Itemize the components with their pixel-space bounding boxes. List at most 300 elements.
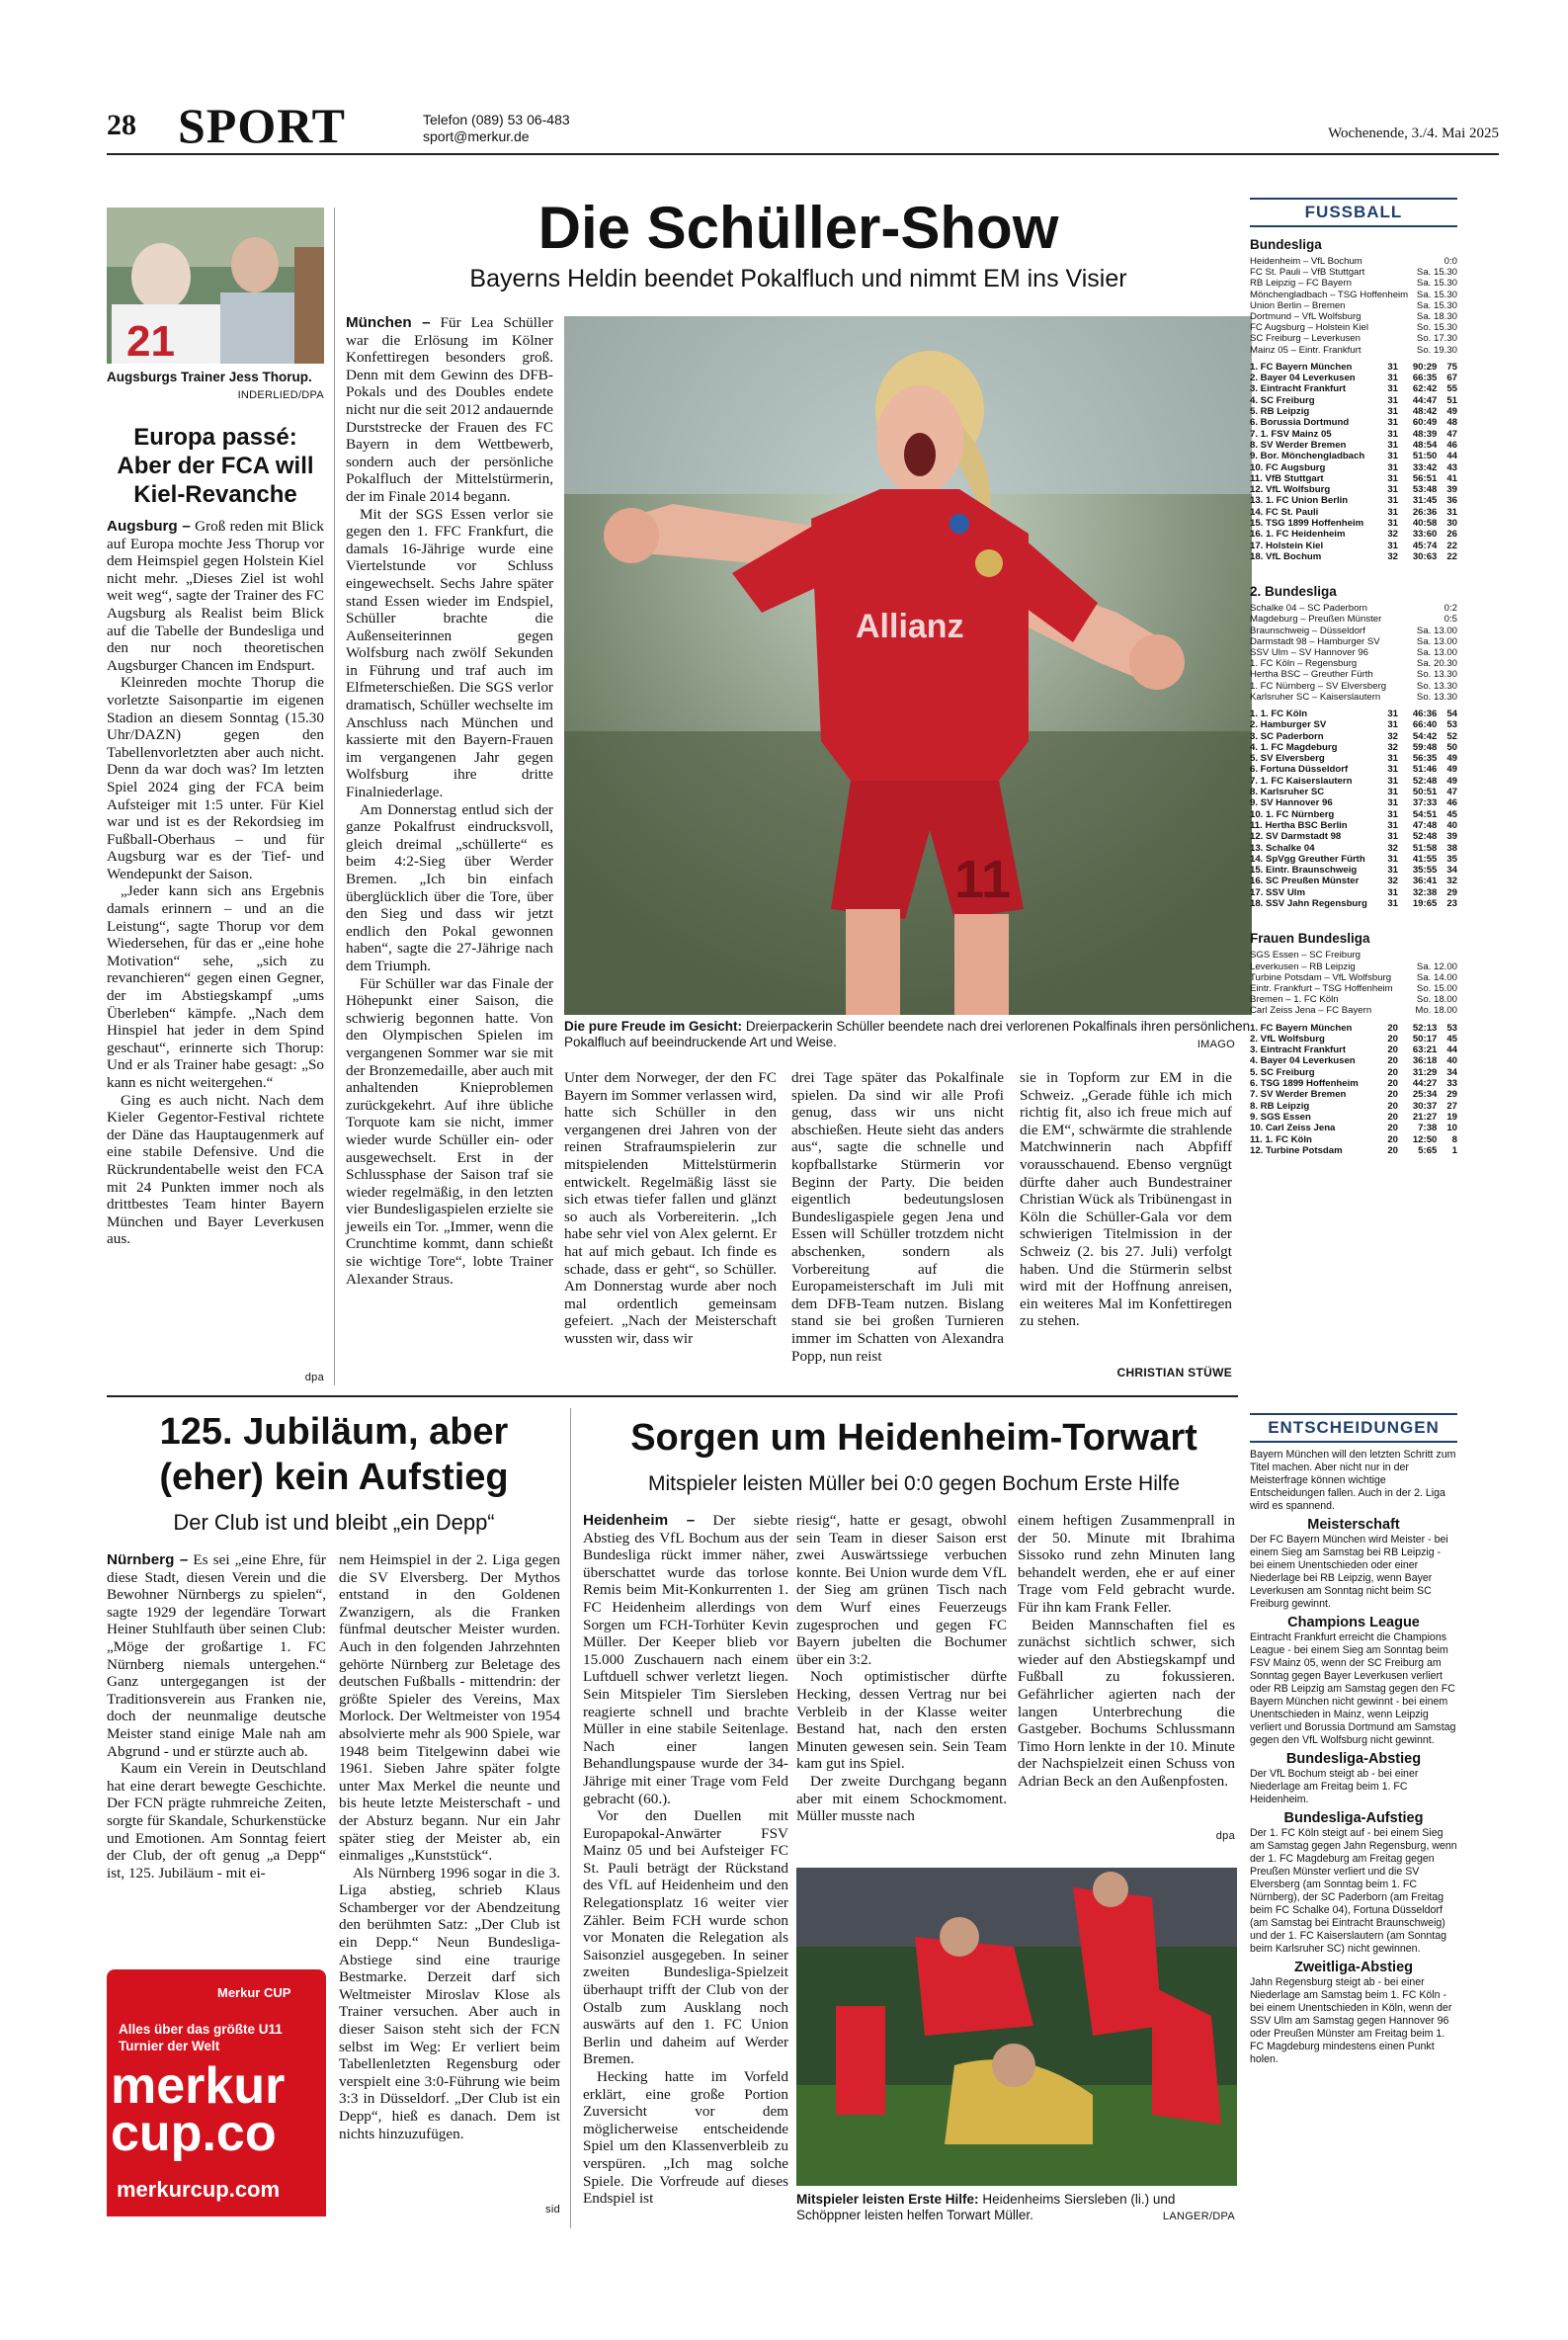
- ad-text: Alles über das größte U11 Turnier der Welt: [119, 2022, 283, 2053]
- table-cell: 20: [1387, 1078, 1398, 1090]
- table-cell: 47:48: [1412, 819, 1438, 831]
- table-cell: 48: [1446, 417, 1457, 429]
- fixture-row: [1250, 681, 1457, 692]
- decision-title: Champions League: [1287, 1615, 1420, 1630]
- fixture-row: [1250, 267, 1457, 278]
- table-cell: 40:58: [1412, 517, 1438, 529]
- table-cell: 9. Bor. Mönchengladbach: [1250, 451, 1365, 462]
- fbl-fixtures: [1250, 950, 1457, 1016]
- decision-title: Bundesliga-Aufstieg: [1283, 1810, 1424, 1826]
- table-row: [1250, 451, 1457, 461]
- table-cell: 31: [1387, 417, 1398, 429]
- table-cell: 20: [1387, 1055, 1398, 1067]
- fixture-teams: Hertha BSC – Greuther Fürth: [1250, 669, 1373, 681]
- table-cell: 8. RB Leipzig: [1250, 1100, 1310, 1112]
- table-cell: 31: [1387, 439, 1398, 451]
- table-row: [1250, 507, 1457, 518]
- schueller-col3: drei Tage später das Pokalfinale spielen. Da sind wir alle Profi genug, dass wir uns nicht abschießen. Heute sieht das anders aus“, sagte die schnelle und kopfballstarke Stürmerin vor Beginn der Party. Die beiden eigentlich bedeutungslosen Bundesligaspiele gegen Jena und Essen will Schüller trotzdem nicht abschenken, sondern als Vorbereitung auf die Europameisterschaft im Juli mit dem DFB-Team nutzen. Bislang stand sie bei großen Turnieren immer im Schatten von Alexandra Popp, nun reist: [791, 1069, 1004, 1365]
- svg-text:Allianz: Allianz: [856, 608, 964, 645]
- table-cell: 50:17: [1412, 1033, 1438, 1045]
- table-row: [1250, 731, 1457, 742]
- table-row: [1250, 462, 1457, 473]
- table-cell: 36:18: [1412, 1055, 1438, 1067]
- table-cell: 40: [1446, 819, 1457, 831]
- table-cell: 44: [1446, 451, 1457, 462]
- table-cell: 33: [1446, 1078, 1457, 1090]
- table-cell: 33:60: [1412, 529, 1438, 541]
- fixture-teams: Eintr. Frankfurt – TSG Hoffenheim: [1250, 982, 1393, 994]
- table-cell: 32: [1387, 550, 1398, 562]
- decisions-intro: Bayern München will den letzten Schritt zum Titel machen. Aber nicht nur in der Meisterfrage können wichtige Entscheidungen fallen. Auch in der 2. Liga wird es spannend.: [1250, 1449, 1456, 1512]
- table-cell: 7. 1. FC Kaiserslautern: [1250, 775, 1353, 787]
- fixture-teams: Heidenheim – VfL Bochum: [1250, 256, 1362, 267]
- table-row: [1250, 809, 1457, 820]
- table-cell: 15. TSG 1899 Hoffenheim: [1250, 517, 1364, 529]
- table-cell: 12. Turbine Potsdam: [1250, 1144, 1343, 1156]
- table-row: [1250, 709, 1457, 719]
- fixture-teams: Turbine Potsdam – VfL Wolfsburg: [1250, 971, 1392, 983]
- table-cell: 31: [1387, 406, 1398, 418]
- table-cell: 45: [1446, 1033, 1457, 1045]
- table-row: [1250, 843, 1457, 854]
- table-row: [1250, 440, 1457, 451]
- table-cell: 9. SGS Essen: [1250, 1111, 1311, 1123]
- fixture-teams: Karlsruher SC – Kaiserslautern: [1250, 691, 1381, 703]
- club-col2: nem Heimspiel in der 2. Liga gegen die SV Elversberg. Der Mythos entstand in den Goldenen Zwanzigern, als die Franken fünfmal deutscher Meister wurden. Auch in den folgenden Jahrzehnten gehörte Nürnberg zur Beletage des deutschen Fußballs - mittendrin: der größte Spieler des Vereins, Max Morlock. Der Weltmeister von 1954 absolvierte mehr als 900 Spiele, war 1948 beim Titelgewinn dabei wie 1961. Sieben Jahre später folgte unter Max Merkel die neunte und bis heute letzte Meisterschaft - und der Absturz begann. Nur ein Jahr später stieg der Meister ab, ein einmaliges „Kunststück“. Als Nürnberg 1996 sogar in die 3. Liga abstieg, schrieb Klaus Schamberger vor der Abendzeitung den berühmten Satz: „Der Club ist ein Depp.“ Neun Bundesliga-Abstiege sind eine traurige Bestmarke. Derzeit darf sich Weltmeister Miroslav Klose als Trainer versuchen. Aber auch in dieser Saison steht sich der FCN selbst im Weg: Er verliert beim Tabellenletzten Regensburg oder verspielt eine 3:0-Führung wie beim 3:3 in Düsseldorf. „Der Club ist ein Depp“, hieß es danach. Dem ist nichts hinzuzufügen.: [339, 1551, 560, 2142]
- jersey-number: 11: [954, 850, 1012, 909]
- table-cell: 5. SV Elversberg: [1250, 753, 1325, 765]
- table-row: [1250, 854, 1457, 865]
- fixture-time: 0:5: [1444, 614, 1457, 626]
- table-row: [1250, 1101, 1457, 1112]
- table-row: [1250, 820, 1457, 831]
- fixture-row: [1250, 669, 1457, 680]
- fixture-row: [1250, 626, 1457, 636]
- table-cell: 16. SC Preußen Münster: [1250, 876, 1360, 887]
- table-cell: 49: [1446, 764, 1457, 776]
- heidenheim-photo: [796, 1868, 1237, 2186]
- issue-date: Wochenende, 3./4. Mai 2025: [1328, 125, 1499, 141]
- decisions-header: ENTSCHEIDUNGEN: [1250, 1413, 1457, 1443]
- table-cell: 45: [1446, 808, 1457, 820]
- fixture-teams: Mönchengladbach – TSG Hoffenheim: [1250, 289, 1409, 300]
- table-cell: 31: [1387, 472, 1398, 484]
- table-cell: 25:34: [1412, 1089, 1438, 1101]
- fixture-teams: Schalke 04 – SC Paderborn: [1250, 603, 1367, 615]
- table-row: [1250, 1067, 1457, 1078]
- table-cell: 31: [1387, 373, 1398, 384]
- table-cell: 1. FC Bayern München: [1250, 1022, 1353, 1034]
- table-cell: 10. FC Augsburg: [1250, 461, 1326, 473]
- table-row: [1250, 742, 1457, 753]
- table-cell: 44:47: [1412, 394, 1438, 406]
- fixture-time: Sa. 15.30: [1416, 278, 1457, 290]
- table-row: [1250, 495, 1457, 506]
- fixture-teams: Carl Zeiss Jena – FC Bayern: [1250, 1005, 1372, 1017]
- table-cell: 51:50: [1412, 451, 1438, 462]
- fixture-row: [1250, 658, 1457, 669]
- fixture-row: [1250, 614, 1457, 625]
- table-cell: 35:55: [1412, 865, 1438, 877]
- fixture-teams: Leverkusen – RB Leipzig: [1250, 961, 1356, 972]
- fixture-teams: FC St. Pauli – VfB Stuttgart: [1250, 267, 1365, 279]
- table-cell: 49: [1446, 775, 1457, 787]
- table-row: [1250, 406, 1457, 417]
- table-row: [1250, 1023, 1457, 1034]
- table-cell: 20: [1387, 1133, 1398, 1145]
- table-row: [1250, 1123, 1457, 1133]
- table-cell: 31: [1387, 775, 1398, 787]
- table-cell: 46: [1446, 439, 1457, 451]
- table-cell: 60:49: [1412, 417, 1438, 429]
- table-cell: 56:51: [1412, 472, 1438, 484]
- schueller-author: CHRISTIAN STÜWE: [1116, 1366, 1232, 1379]
- column-rule-mid: [570, 1408, 571, 2228]
- table-cell: 1. 1. FC Köln: [1250, 709, 1308, 719]
- table-row: [1250, 529, 1457, 540]
- decision-title: Zweitliga-Abstieg: [1293, 1960, 1414, 1975]
- table-row: [1250, 787, 1457, 797]
- table-cell: 31:45: [1412, 495, 1438, 507]
- heidenheim-col2: riesig“, hatte er gesagt, obwohl sein Team in dieser Saison erst zwei Auswärtssiege verbuchen konnte. Bei Union wurde dem VfL der Sieg am grünen Tisch nach dem Wurf eines Feuerzeugs zugesprochen und gegen FC Bayern jubelten die Bochumer über ein 3:2. Noch optimistischer dürfte Hecking, dessen Vertrag nur bei Verbleib in der Klasse weiter Bestand hat, nach den ersten Minuten gewesen sein. Sein Team kam gut ins Spiel. Der zweite Durchgang begann aber mit einem Schockmoment. Müller musste nach: [796, 1512, 1007, 1825]
- bl2-title: 2. Bundesliga: [1250, 584, 1337, 600]
- fixture-row: [1250, 278, 1457, 289]
- schueller-subhead: Bayerns Heldin beendet Pokalfluch und nimmt EM ins Visier: [469, 265, 1127, 292]
- table-cell: 5. SC Freiburg: [1250, 1066, 1315, 1078]
- table-cell: 6. Fortuna Düsseldorf: [1250, 764, 1349, 776]
- fixture-teams: SGS Essen – SC Freiburg: [1250, 950, 1361, 961]
- table-cell: 31: [1387, 383, 1398, 395]
- table-cell: 15. Eintr. Braunschweig: [1250, 865, 1358, 877]
- heidenheim-dateline: Heidenheim –: [583, 1512, 696, 1529]
- table-row: [1250, 797, 1457, 808]
- fixture-time: 0:2: [1444, 603, 1457, 615]
- fixture-time: So. 13.30: [1416, 669, 1457, 681]
- table-cell: 30: [1446, 517, 1457, 529]
- table-cell: 4. 1. FC Magdeburg: [1250, 741, 1338, 753]
- table-cell: 31: [1387, 461, 1398, 473]
- table-row: [1250, 753, 1457, 764]
- ad-brand: Merkur CUP: [217, 1985, 291, 2000]
- fixture-row: [1250, 647, 1457, 658]
- table-row: [1250, 518, 1457, 529]
- fixture-teams: 1. FC Köln – Regensburg: [1250, 658, 1358, 670]
- heidenheim-col3: einem heftigen Zusammenprall in der 50. Minute mit Ibrahima Sissoko rund zehn Minuten lang behandelt werden, ehe er auf einer Trage vom Feld gebracht wurde. Für ihn kam Frank Feller. Beiden Mannschaften fiel es zunächst sichtlich schwer, sich wieder auf den Abstiegskampf und Fußball zu fokussieren. Gefährlicher agierten nach der langen Unterbrechung die Gastgeber. Bochums Schlussmann Timo Horn lenkte in der 10. Minute der Nachspielzeit einen Schuss von Adrian Beck an den Außenpfosten.: [1018, 1512, 1235, 1790]
- table-cell: 54: [1446, 709, 1457, 719]
- table-cell: 32: [1387, 730, 1398, 742]
- sidebar-header: FUSSBALL: [1250, 198, 1457, 227]
- table-cell: 31: [1387, 797, 1398, 809]
- table-row: [1250, 417, 1457, 428]
- table-cell: 19: [1446, 1111, 1457, 1123]
- table-cell: 31: [1387, 361, 1398, 373]
- fixture-time: So. 17.30: [1416, 333, 1457, 345]
- fbl-title: Frauen Bundesliga: [1250, 931, 1370, 947]
- fixture-row: [1250, 256, 1457, 267]
- table-cell: 53: [1446, 719, 1457, 731]
- club-subhead: Der Club ist und bleibt „ein Depp“: [173, 1510, 495, 1535]
- table-cell: 51: [1446, 394, 1457, 406]
- fixture-teams: Dortmund – VfL Wolfsburg: [1250, 311, 1362, 323]
- table-cell: 32: [1387, 529, 1398, 541]
- bl2-fixtures: [1250, 603, 1457, 703]
- fixture-teams: Union Berlin – Bremen: [1250, 299, 1346, 311]
- table-cell: 47: [1446, 428, 1457, 440]
- table-cell: 31:29: [1412, 1066, 1438, 1078]
- schueller-col2: Unter dem Norweger, der den FC Bayern im Sommer verlassen wird, hatte sich Schüller in den vergangenen drei Jahren von der reinen Strafraumspielerin zur mitspielenden Mittelstürmerin entwickelt. Regelmäßig lässt sie sich etwas tiefer fallen und glänzt so auch als Vorbereiterin. „Ich habe sehr viel von Alex gelernt. Er hat auf mich gebaut. Ich finde es schade, dass er geht“, so Schüller. Am Donnerstag wurde aber noch mal ordentlich gemeinsam gefeiert. „Nach der Meisterschaft wussten wir, dass wir: [564, 1069, 777, 1347]
- schueller-photo-caption: Die pure Freude im Gesicht: Dreierpackerin Schüller beendete nach drei verlorenen Pokalfinals ihren persönlichen Pokalfluch auf beeindruckende Art und Weise.: [564, 1019, 1251, 1049]
- table-cell: 10: [1446, 1123, 1457, 1134]
- table-cell: 31: [1387, 506, 1398, 518]
- table-cell: 36: [1446, 495, 1457, 507]
- table-cell: 51:46: [1412, 764, 1438, 776]
- table-row: [1250, 1055, 1457, 1066]
- table-cell: 3. Eintracht Frankfurt: [1250, 383, 1347, 395]
- schueller-dateline: München –: [346, 314, 431, 331]
- table-cell: 20: [1387, 1066, 1398, 1078]
- table-cell: 4. SC Freiburg: [1250, 394, 1315, 406]
- table-cell: 17. SSV Ulm: [1250, 886, 1305, 898]
- table-cell: 6. TSG 1899 Hoffenheim: [1250, 1078, 1359, 1090]
- table-cell: 29: [1446, 886, 1457, 898]
- table-cell: 17. Holstein Kiel: [1250, 540, 1324, 551]
- table-cell: 50:51: [1412, 787, 1438, 798]
- table-cell: 52:48: [1412, 775, 1438, 787]
- table-cell: 1: [1451, 1144, 1457, 1156]
- table-row: [1250, 395, 1457, 406]
- table-cell: 30:37: [1412, 1100, 1438, 1112]
- fixture-row: [1250, 636, 1457, 647]
- table-cell: 31: [1387, 831, 1398, 843]
- table-row: [1250, 887, 1457, 898]
- table-cell: 23: [1446, 898, 1457, 910]
- table-cell: 18. VfL Bochum: [1250, 550, 1322, 562]
- fixture-time: Sa. 12.00: [1416, 961, 1457, 972]
- table-cell: 11. VfB Stuttgart: [1250, 472, 1324, 484]
- table-cell: 37:33: [1412, 797, 1438, 809]
- table-cell: 62:42: [1412, 383, 1438, 395]
- contact-email[interactable]: sport@merkur.de: [423, 128, 530, 144]
- augsburg-credit: dpa: [304, 1372, 324, 1383]
- decision-text: Der 1. FC Köln steigt auf - bei einem Sieg am Samstag gegen Jahn Regensburg, wenn der 1. FC Magdeburg am Freitag gegen Preußen Münster verliert und die SV Elversberg (am Sonntag beim 1. FC Nürnberg), der SC Paderborn (am Freitag beim FC Schalke 04), Fortuna Düsseldorf (am Samstag bei Eintracht Braunschweig) und der 1. FC Kaiserslautern (am Sonntag beim Karlsruher SC) nicht gewinnen.: [1250, 1827, 1457, 1955]
- fixture-teams: SSV Ulm – SV Hannover 96: [1250, 646, 1368, 658]
- table-row: [1250, 484, 1457, 495]
- fixture-time: Sa. 18.30: [1416, 311, 1457, 323]
- table-cell: 31: [1387, 764, 1398, 776]
- fixture-teams: FC Augsburg – Holstein Kiel: [1250, 322, 1368, 334]
- fixture-time: Mo. 18.00: [1415, 1005, 1457, 1017]
- table-row: [1250, 383, 1457, 394]
- schueller-headline: Die Schüller-Show: [537, 195, 1059, 261]
- table-row: [1250, 551, 1457, 562]
- table-cell: 18. SSV Jahn Regensburg: [1250, 898, 1367, 910]
- decision-text: Jahn Regensburg steigt ab - bei einer Niederlage am Samstag beim 1. FC Köln - bei einem Unentschieden in Köln, wenn der SSV Ulm am Samstag gegen Hannover 96 oder Preußen Münster am Freitag beim 1. FC Magdeburg mindestens einen Punkt holen.: [1250, 1976, 1452, 2065]
- table-cell: 32: [1387, 842, 1398, 854]
- table-cell: 13. 1. FC Union Berlin: [1250, 495, 1349, 507]
- table-cell: 20: [1387, 1033, 1398, 1045]
- merkur-cup-ad[interactable]: [107, 1969, 326, 2216]
- thorup-photo: [107, 208, 324, 364]
- table-cell: 22: [1446, 540, 1457, 551]
- table-cell: 32: [1387, 741, 1398, 753]
- ad-url[interactable]: merkurcup.com: [117, 2177, 281, 2202]
- fixture-time: Sa. 15.30: [1416, 299, 1457, 311]
- table-cell: 51:58: [1412, 842, 1438, 854]
- club-headline: 125. Jubiläum, aber (eher) kein Aufstieg: [159, 1411, 509, 1498]
- table-cell: 31: [1387, 886, 1398, 898]
- table-cell: 29: [1446, 1089, 1457, 1101]
- table-cell: 31: [1387, 753, 1398, 765]
- fixture-teams: Braunschweig – Düsseldorf: [1250, 625, 1365, 636]
- table-cell: 43: [1446, 461, 1457, 473]
- bl2-table: [1250, 709, 1457, 909]
- ad-logo-text: merkur cup.co: [111, 2057, 286, 2162]
- decisions-list: [1250, 1519, 1457, 2066]
- table-cell: 11. 1. FC Köln: [1250, 1133, 1312, 1145]
- table-cell: 54:51: [1412, 808, 1438, 820]
- schueller-photo-credit: IMAGO: [1197, 1039, 1235, 1050]
- table-cell: 12:50: [1412, 1133, 1438, 1145]
- table-row: [1250, 719, 1457, 730]
- table-cell: 7. 1. FSV Mainz 05: [1250, 428, 1332, 440]
- table-cell: 31: [1387, 853, 1398, 865]
- table-cell: 52: [1446, 730, 1457, 742]
- table-cell: 31: [1387, 517, 1398, 529]
- table-cell: 31: [1387, 484, 1398, 496]
- table-cell: 48:39: [1412, 428, 1438, 440]
- table-row: [1250, 541, 1457, 551]
- table-cell: 19:65: [1412, 898, 1438, 910]
- table-cell: 20: [1387, 1022, 1398, 1034]
- table-cell: 54:42: [1412, 730, 1438, 742]
- table-cell: 8. SV Werder Bremen: [1250, 439, 1347, 451]
- table-cell: 48:42: [1412, 406, 1438, 418]
- fixture-row: [1250, 345, 1457, 356]
- table-cell: 8: [1451, 1133, 1457, 1145]
- table-cell: 66:40: [1412, 719, 1438, 731]
- table-row: [1250, 429, 1457, 440]
- table-row: [1250, 1034, 1457, 1045]
- club-dateline: Nürnberg –: [107, 1551, 189, 1568]
- augsburg-dateline: Augsburg –: [107, 518, 191, 535]
- decision-text: Der FC Bayern München wird Meister - bei einem Sieg am Samstag bei RB Leipzig - bei einem Unentschieden oder einer Niederlage bei RB Leipzig, wenn Bayer Leverkusen am Sonntag nicht beim SC Freiburg gewinnt.: [1250, 1534, 1448, 1610]
- table-cell: 40: [1446, 1055, 1457, 1067]
- club-col1: Nürnberg – Es sei „eine Ehre, für diese Stadt, diesen Verein und die Bewohner Nürnbergs zu spielen“, sagte 1929 der legendäre Torwart Heiner Stuhlfauth über seinen Club: „Möge der großartige 1. FC Nürnberg niemals untergehen.“ Ganz untergegangen ist der Traditionsverein aus Franken nie, doch der neunmalige deutsche Meister stand einige Male nah am Abgrund - und er stürzte auch ab. Kaum ein Verein in Deutschland hat eine derart bewegte Geschichte. Der FCN prägte ruhmreiche Zeiten, sorgte für Skandale, Schurkenstücke und Emotionen. Am Sonntag feiert der Club, der oft genug „a Depp“ ist, 125. Jubiläum - mit ei-: [107, 1551, 326, 1881]
- table-row: [1250, 362, 1457, 373]
- table-cell: 56:35: [1412, 753, 1438, 765]
- table-cell: 13. Schalke 04: [1250, 842, 1315, 854]
- table-cell: 6. Borussia Dortmund: [1250, 417, 1350, 429]
- heidenheim-headline: Sorgen um Heidenheim-Torwart: [630, 1417, 1197, 1459]
- sidebar: [1250, 198, 1457, 1156]
- masthead-rule: [107, 153, 1499, 155]
- table-cell: 20: [1387, 1089, 1398, 1101]
- svg-text:21: 21: [126, 317, 175, 364]
- table-cell: 35: [1446, 853, 1457, 865]
- fbl-table: [1250, 1023, 1457, 1157]
- table-cell: 50: [1446, 741, 1457, 753]
- table-cell: 20: [1387, 1111, 1398, 1123]
- table-cell: 31: [1387, 719, 1398, 731]
- table-cell: 53: [1446, 1022, 1457, 1034]
- decision-title: Meisterschaft: [1307, 1517, 1400, 1533]
- table-cell: 31: [1387, 451, 1398, 462]
- table-cell: 44: [1446, 1045, 1457, 1056]
- table-cell: 31: [1387, 709, 1398, 719]
- table-row: [1250, 831, 1457, 842]
- bl1-fixtures: [1250, 256, 1457, 356]
- table-cell: 31: [1387, 394, 1398, 406]
- table-cell: 12. SV Darmstadt 98: [1250, 831, 1342, 843]
- table-cell: 90:29: [1412, 361, 1438, 373]
- table-cell: 36:41: [1412, 876, 1438, 887]
- table-cell: 4. Bayer 04 Leverkusen: [1250, 1055, 1356, 1067]
- table-cell: 48:54: [1412, 439, 1438, 451]
- fixture-teams: Magdeburg – Preußen Münster: [1250, 614, 1382, 626]
- table-row: [1250, 373, 1457, 383]
- table-row: [1250, 473, 1457, 484]
- table-cell: 39: [1446, 484, 1457, 496]
- table-cell: 5. RB Leipzig: [1250, 406, 1310, 418]
- fixture-row: [1250, 603, 1457, 614]
- table-cell: 11. Hertha BSC Berlin: [1250, 819, 1348, 831]
- table-row: [1250, 1078, 1457, 1089]
- table-cell: 8. Karlsruher SC: [1250, 787, 1325, 798]
- fixture-row: [1250, 1005, 1457, 1016]
- table-cell: 21:27: [1412, 1111, 1438, 1123]
- table-cell: 32:38: [1412, 886, 1438, 898]
- contact-phone: Telefon (089) 53 06-483: [423, 112, 570, 127]
- heidenheim-col1: Heidenheim – Der siebte Abstieg des VfL Bochum aus der Bundesliga rückt immer näher, überschattet wurde das torlose Remis beim Mit-Konkurrenten 1. FC Heidenheim allerdings von Sorgen um FCH-Torhüter Kevin Müller. Der Keeper blieb vor 15.000 Zuschauern nach einem Luftduell schwer verletzt liegen. Sein Mitspieler Tim Siersleben reagierte schnell und brachte Müller in eine stabile Seitenlage. Nach einer langen Behandlungspause wurde der 34-Jährige mit einer Trage vom Feld gebracht (60.). Vor den Duellen mit Europapokal-Anwärter FSV Mainz 05 und bei Aufsteiger FC St. Pauli beträgt der Rückstand des VfL auf Heidenheim und den Relegationsplatz 16 weiter vier Zähler. Beim FCH wurde schon vor Monaten die Relegation als Saisonziel ausgegeben. In seiner zweiten Bundesliga-Spielzeit überhaupt trifft der Club von der Ostalb zum Ausklang noch auswärts auf den 1. FC Union Berlin und daheim auf Werder Bremen. Hecking hatte im Vorfeld erklärt, eine große Portion Zuversicht vor dem möglicherweise entscheidende Spiel um den Klassenverbleib zu verspüren. „Ich mag solche Spiele. Die Vorfreude auf dieses Endspiel ist: [583, 1512, 788, 2208]
- fixture-teams: RB Leipzig – FC Bayern: [1250, 278, 1352, 290]
- table-cell: 12. VfL Wolfsburg: [1250, 484, 1331, 496]
- table-cell: 67: [1446, 373, 1457, 384]
- table-cell: 31: [1387, 540, 1398, 551]
- table-cell: 30:63: [1412, 550, 1438, 562]
- table-cell: 49: [1446, 753, 1457, 765]
- table-cell: 59:48: [1412, 741, 1438, 753]
- table-cell: 53:48: [1412, 484, 1438, 496]
- table-cell: 41: [1446, 472, 1457, 484]
- table-cell: 10. 1. FC Nürnberg: [1250, 808, 1335, 820]
- table-row: [1250, 898, 1457, 909]
- table-cell: 44:27: [1412, 1078, 1438, 1090]
- fixture-row: [1250, 322, 1457, 333]
- fixture-row: [1250, 311, 1457, 322]
- table-row: [1250, 776, 1457, 787]
- table-cell: 38: [1446, 842, 1457, 854]
- schueller-photo: [564, 316, 1252, 1015]
- fixture-row: [1250, 994, 1457, 1005]
- table-cell: 20: [1387, 1045, 1398, 1056]
- table-cell: 75: [1446, 361, 1457, 373]
- table-cell: 39: [1446, 831, 1457, 843]
- augsburg-body: Augsburg – Groß reden mit Blick auf Europa mochte Jess Thorup vor dem Heimspiel gegen Holstein Kiel nicht mehr. „Dieses Ziel ist wohl weit weg“, sagte der Trainer des FC Augsburg als Realist beim Blick auf die Tabelle der Bundesliga und den nur noch theoretischen Augsburger Chancen im Endspurt. Kleinreden mochte Thorup die vorletzte Saisonpartie im eigenen Stadion an diesem Sonntag (15.30 Uhr/DAZN) gegen den Tabellenvorletzten aber auch nicht. Denn da war doch was? Im letzten Spiel 2024 ging der FCA beim Aufsteiger mit 1:5 unter. Für Kiel war und ist es der Rekordsieg im Fußball-Oberhaus – und für Augsburg war es der Tief- und Wendepunkt der Saison. „Jeder kann sich ans Ergebnis damals erinnern – und an die Leistung“, sagte Thorup vor dem Wiedersehen, für das er „eine hohe Motivation“ sehe, „sich zu revanchieren“ gegen einen Gegner, der im Abstiegskampf „ums Überleben“ kämpfe. „Nach dem Hinspiel hat jeder in dem Spind geschaut“, erinnerte sich Thorup: Und er als Trainer habe gesagt: „So kann es nicht weitergehen.“ Ging es auch nicht. Nach dem Kieler Gegentor-Festival richtete der Däne das Hauptaugenmerk auf eine stabile Defensive. Und die Rückrundentabelle weist den FCA mit 24 Punkten immer noch als drittbestes Team hinter Bayern München und Bayer Leverkusen aus.: [107, 518, 324, 1248]
- fixture-time: So. 13.30: [1416, 680, 1457, 692]
- fixture-row: [1250, 972, 1457, 983]
- thorup-caption-text: Augsburgs Trainer Jess Thorup.: [107, 370, 312, 384]
- fixture-teams: Darmstadt 98 – Hamburger SV: [1250, 635, 1380, 647]
- table-cell: 41:55: [1412, 853, 1438, 865]
- bl1-table: [1250, 362, 1457, 562]
- table-cell: 2. Bayer 04 Leverkusen: [1250, 373, 1356, 384]
- table-cell: 31: [1446, 506, 1457, 518]
- table-cell: 47: [1446, 787, 1457, 798]
- fixture-time: So. 13.30: [1416, 691, 1457, 703]
- table-row: [1250, 1089, 1457, 1100]
- fixture-time: So. 18.00: [1416, 994, 1457, 1006]
- table-cell: 31: [1387, 495, 1398, 507]
